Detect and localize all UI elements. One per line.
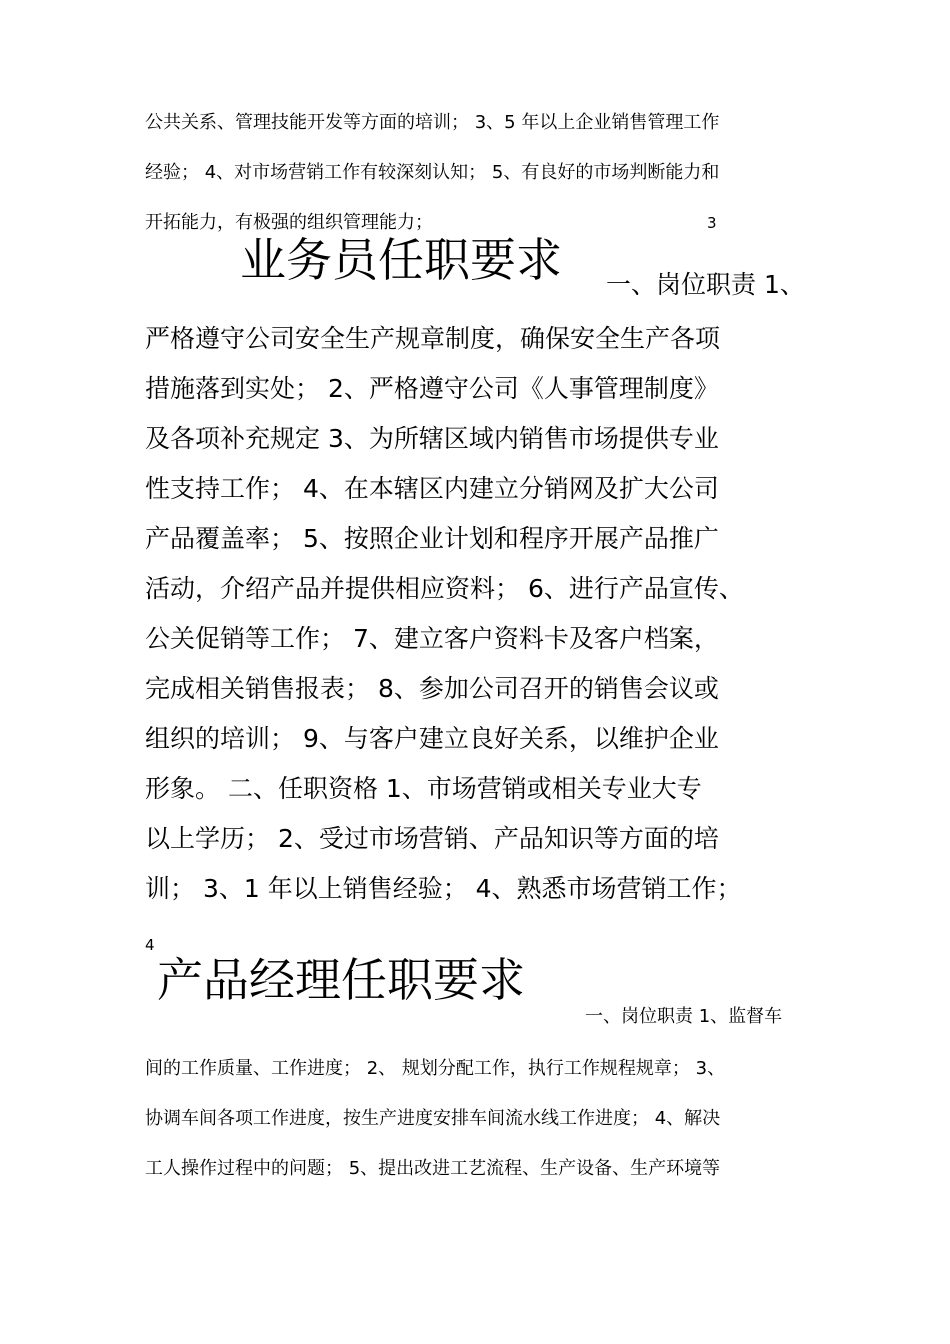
body-line: 间的工作质量、工作进度； 2、 规划分配工作，执行工作规程规章； 3、	[145, 1058, 726, 1079]
section-title-salesman: 业务员任职要求	[240, 233, 562, 287]
body-line: 产品覆盖率； 5、按照企业计划和程序开展产品推广	[145, 524, 719, 553]
page-number: 3	[707, 214, 717, 232]
body-line: 完成相关销售报表； 8、参加公司召开的销售会议或	[145, 674, 719, 703]
body-line: 组织的培训； 9、与客户建立良好关系，以维护企业	[145, 724, 719, 753]
body-line: 活动，介绍产品并提供相应资料； 6、进行产品宣传、	[145, 574, 744, 603]
body-line: 以上学历； 2、受过市场营销、产品知识等方面的培	[145, 824, 719, 853]
body-line: 形象。 二、任职资格 1、市场营销或相关专业大专	[145, 774, 702, 803]
body-line: 性支持工作； 4、在本辖区内建立分销网及扩大公司	[145, 474, 719, 503]
section-title-product-manager: 产品经理任职要求	[157, 953, 525, 1007]
section-heading-tail: 一、岗位职责 1、监督车	[585, 1006, 783, 1027]
body-line: 严格遵守公司安全生产规章制度，确保安全生产各项	[145, 324, 721, 353]
body-line: 措施落到实处； 2、严格遵守公司《人事管理制度》	[145, 374, 719, 403]
intro-line: 公共关系、管理技能开发等方面的培训； 3、5 年以上企业销售管理工作	[145, 112, 720, 133]
intro-line: 经验； 4、对市场营销工作有较深刻认知； 5、有良好的市场判断能力和	[145, 162, 720, 183]
page-number: 4	[145, 936, 155, 954]
body-line: 及各项补充规定 3、为所辖区域内销售市场提供专业	[145, 424, 719, 453]
body-line: 公关促销等工作； 7、建立客户资料卡及客户档案，	[145, 624, 719, 653]
body-line: 协调车间各项工作进度，按生产进度安排车间流水线工作进度； 4、解决	[145, 1108, 721, 1129]
body-line: 工人操作过程中的问题； 5、提出改进工艺流程、生产设备、生产环境等	[145, 1158, 721, 1179]
intro-line: 开拓能力，有极强的组织管理能力；	[145, 212, 433, 233]
body-line: 训； 3、1 年以上销售经验； 4、熟悉市场营销工作；	[145, 874, 742, 903]
section-heading-tail: 一、岗位职责 1、	[606, 270, 805, 299]
